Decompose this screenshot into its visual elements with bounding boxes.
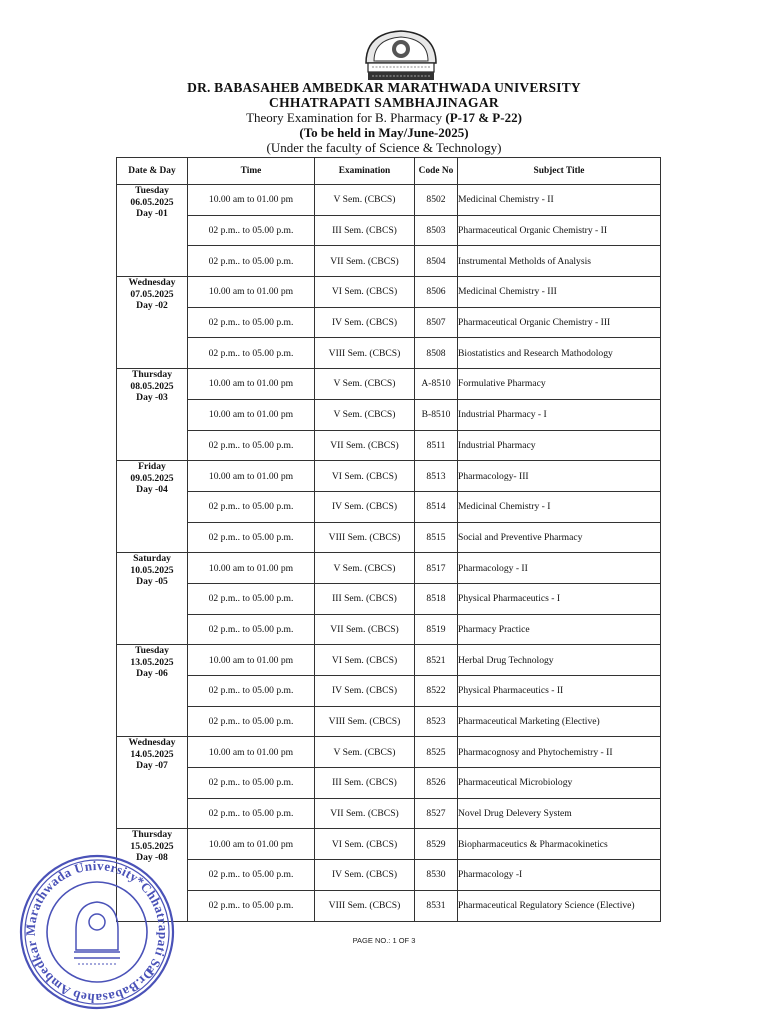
subject-code: 8502 (415, 185, 458, 216)
table-body (117, 185, 661, 922)
day-date: 07.05.2025 (130, 288, 174, 300)
subject-title: Physical Pharmaceutics - II (458, 676, 661, 707)
table-row (117, 522, 661, 553)
exam-time: 02 p.m.. to 05.00 p.m. (188, 522, 315, 553)
table-row (117, 307, 661, 338)
subject-code: 8523 (415, 706, 458, 737)
exam-semester: VIII Sem. (CBCS) (315, 890, 415, 921)
subject-code: 8517 (415, 553, 458, 584)
exam-time: 02 p.m.. to 05.00 p.m. (188, 706, 315, 737)
table-row (117, 798, 661, 829)
col-header-examination: Examination (315, 158, 415, 185)
exam-semester: VIII Sem. (CBCS) (315, 706, 415, 737)
subject-code: 8503 (415, 215, 458, 246)
exam-time: 02 p.m.. to 05.00 p.m. (188, 430, 315, 461)
day-day: Tuesday (135, 185, 169, 196)
exam-title (0, 110, 768, 126)
col-header-date-day: Date & Day (117, 158, 188, 185)
seal-text: Dr.Babasaheb Ambedkar Marathwada University*Chhatrapati Sambhajinagar* (22, 857, 172, 1007)
subject-code: 8526 (415, 768, 458, 799)
subject-code: 8518 (415, 583, 458, 614)
date-day-cell (117, 185, 188, 277)
subject-title: Instrumental Metholds of Analysis (458, 246, 661, 277)
subject-code: B-8510 (415, 399, 458, 430)
exam-time: 02 p.m.. to 05.00 p.m. (188, 338, 315, 369)
subject-title: Pharmaceutical Organic Chemistry - II (458, 215, 661, 246)
subject-code: 8504 (415, 246, 458, 277)
subject-code: 8531 (415, 890, 458, 921)
exam-semester: IV Sem. (CBCS) (315, 860, 415, 891)
subject-code: 8529 (415, 829, 458, 860)
subject-code: 8515 (415, 522, 458, 553)
page-number: PAGE NO.: 1 OF 3 (352, 936, 416, 945)
subject-title: Physical Pharmaceutics - I (458, 583, 661, 614)
table-row (117, 369, 661, 400)
table-row (117, 277, 661, 308)
exam-time: 02 p.m.. to 05.00 p.m. (188, 307, 315, 338)
subject-code: 8506 (415, 277, 458, 308)
exam-semester: III Sem. (CBCS) (315, 215, 415, 246)
day-dayno: Day -01 (136, 208, 168, 219)
subject-title: Formulative Pharmacy (458, 369, 661, 400)
day-day: Saturday (133, 553, 171, 565)
subject-title: Pharmacology - II (458, 553, 661, 584)
day-date: 08.05.2025 (130, 380, 174, 392)
exam-semester: VI Sem. (CBCS) (315, 461, 415, 492)
date-day-cell (117, 461, 188, 553)
exam-semester: IV Sem. (CBCS) (315, 676, 415, 707)
subject-code: 8508 (415, 338, 458, 369)
table-row (117, 706, 661, 737)
subject-title: Biopharmaceutics & Pharmacokinetics (458, 829, 661, 860)
exam-time: 10.00 am to 01.00 pm (188, 399, 315, 430)
day-date: 14.05.2025 (130, 748, 174, 760)
day-dayno: Day -05 (136, 576, 168, 588)
subject-title: Pharmaceutical Organic Chemistry - III (458, 307, 661, 338)
date-day-cell (117, 277, 188, 369)
exam-semester: VII Sem. (CBCS) (315, 614, 415, 645)
subject-title: Novel Drug Delevery System (458, 798, 661, 829)
subject-title: Pharmaceutical Microbiology (458, 768, 661, 799)
exam-semester: VIII Sem. (CBCS) (315, 522, 415, 553)
subject-title: Pharmaceutical Marketing (Elective) (458, 706, 661, 737)
subject-code: 8507 (415, 307, 458, 338)
faculty-line: (Under the faculty of Science & Technology) (266, 140, 502, 155)
exam-time: 02 p.m.. to 05.00 p.m. (188, 215, 315, 246)
exam-time: 02 p.m.. to 05.00 p.m. (188, 246, 315, 277)
subject-code: 8519 (415, 614, 458, 645)
exam-time: 10.00 am to 01.00 pm (188, 185, 315, 216)
university-name: DR. BABASAHEB AMBEDKAR MARATHWADA UNIVERSITY (187, 80, 581, 95)
exam-schedule-table (116, 157, 661, 922)
exam-semester: VII Sem. (CBCS) (315, 430, 415, 461)
exam-time: 02 p.m.. to 05.00 p.m. (188, 614, 315, 645)
subject-code: 8511 (415, 430, 458, 461)
exam-session: (To be held in May/June-2025) (299, 125, 469, 140)
day-date: 09.05.2025 (130, 472, 174, 484)
day-dayno: Day -03 (136, 392, 168, 404)
day-date: 15.05.2025 (130, 840, 174, 852)
table-row (117, 491, 661, 522)
exam-semester: IV Sem. (CBCS) (315, 491, 415, 522)
table-row (117, 614, 661, 645)
table-header-row (117, 158, 661, 185)
table-row (117, 768, 661, 799)
day-dayno: Day -02 (136, 300, 168, 312)
exam-semester: V Sem. (CBCS) (315, 399, 415, 430)
exam-time: 10.00 am to 01.00 pm (188, 645, 315, 676)
subject-title: Biostatistics and Research Mathodology (458, 338, 661, 369)
day-day: Wednesday (128, 737, 176, 749)
day-date: 06.05.2025 (130, 196, 174, 208)
subject-code: 8514 (415, 491, 458, 522)
subject-title: Medicinal Chemistry - III (458, 277, 661, 308)
subject-title: Medicinal Chemistry - I (458, 491, 661, 522)
day-date: 10.05.2025 (130, 564, 174, 576)
exam-semester: V Sem. (CBCS) (315, 185, 415, 216)
subject-title: Herbal Drug Technology (458, 645, 661, 676)
date-day-cell (117, 553, 188, 645)
university-seal-stamp (16, 852, 178, 1012)
subject-code: 8525 (415, 737, 458, 768)
date-day-cell (117, 369, 188, 461)
subject-title: Pharmacy Practice (458, 614, 661, 645)
exam-time: 10.00 am to 01.00 pm (188, 737, 315, 768)
exam-time: 10.00 am to 01.00 pm (188, 369, 315, 400)
table-row (117, 399, 661, 430)
subject-title: Industrial Pharmacy (458, 430, 661, 461)
exam-time: 02 p.m.. to 05.00 p.m. (188, 890, 315, 921)
exam-title-text: Theory Examination for B. Pharmacy (246, 110, 446, 125)
day-day: Thursday (132, 829, 172, 841)
exam-time: 10.00 am to 01.00 pm (188, 277, 315, 308)
day-day: Thursday (132, 369, 172, 381)
exam-time: 10.00 am to 01.00 pm (188, 553, 315, 584)
table-row (117, 737, 661, 768)
exam-time: 10.00 am to 01.00 pm (188, 461, 315, 492)
exam-semester: V Sem. (CBCS) (315, 737, 415, 768)
subject-title: Pharmacology -I (458, 860, 661, 891)
exam-time: 10.00 am to 01.00 pm (188, 829, 315, 860)
col-header-time: Time (188, 158, 315, 185)
table-row (117, 583, 661, 614)
exam-semester: VII Sem. (CBCS) (315, 798, 415, 829)
subject-title: Industrial Pharmacy - I (458, 399, 661, 430)
day-day: Tuesday (135, 645, 169, 657)
subject-title: Medicinal Chemistry - II (458, 185, 661, 216)
table-row (117, 185, 661, 216)
day-day: Friday (138, 461, 166, 473)
exam-semester: III Sem. (CBCS) (315, 768, 415, 799)
svg-text:Dr.Babasaheb Ambedkar Marathwa (16, 852, 178, 1012)
exam-semester: IV Sem. (CBCS) (315, 307, 415, 338)
col-header-subject-title: Subject Title (458, 158, 661, 185)
subject-title: Pharmacology- III (458, 461, 661, 492)
table-row (117, 215, 661, 246)
exam-time: 02 p.m.. to 05.00 p.m. (188, 491, 315, 522)
day-dayno: Day -07 (136, 760, 168, 772)
exam-semester: VI Sem. (CBCS) (315, 645, 415, 676)
university-emblem-logo (362, 27, 440, 83)
subject-code: 8522 (415, 676, 458, 707)
date-day-cell (117, 645, 188, 737)
table-row (117, 676, 661, 707)
exam-time: 02 p.m.. to 05.00 p.m. (188, 860, 315, 891)
exam-semester: V Sem. (CBCS) (315, 553, 415, 584)
table-row (117, 890, 661, 921)
day-dayno: Day -08 (136, 852, 168, 864)
table-row (117, 553, 661, 584)
table-row (117, 829, 661, 860)
table-row (117, 338, 661, 369)
exam-semester: VI Sem. (CBCS) (315, 829, 415, 860)
exam-semester: VII Sem. (CBCS) (315, 246, 415, 277)
table-row (117, 461, 661, 492)
table-row (117, 645, 661, 676)
exam-semester: VIII Sem. (CBCS) (315, 338, 415, 369)
subject-code: 8521 (415, 645, 458, 676)
day-dayno: Day -06 (136, 668, 168, 680)
exam-semester: V Sem. (CBCS) (315, 369, 415, 400)
col-header-code-no: Code No (415, 158, 458, 185)
subject-title: Pharmaceutical Regulatory Science (Elective) (458, 890, 661, 921)
exam-time: 02 p.m.. to 05.00 p.m. (188, 676, 315, 707)
table-row (117, 246, 661, 277)
exam-pattern: (P-17 & P-22) (445, 110, 522, 125)
table-row (117, 430, 661, 461)
subject-code: 8513 (415, 461, 458, 492)
date-day-cell (117, 737, 188, 829)
table-row (117, 860, 661, 891)
exam-time: 02 p.m.. to 05.00 p.m. (188, 583, 315, 614)
subject-code: 8527 (415, 798, 458, 829)
exam-time: 02 p.m.. to 05.00 p.m. (188, 768, 315, 799)
university-city: CHHATRAPATI SAMBHAJINAGAR (269, 95, 499, 110)
subject-title: Pharmacognosy and Phytochemistry - II (458, 737, 661, 768)
day-day: Wednesday (128, 277, 176, 289)
day-dayno: Day -04 (136, 484, 168, 496)
exam-semester: III Sem. (CBCS) (315, 583, 415, 614)
subject-code: A-8510 (415, 369, 458, 400)
subject-code: 8530 (415, 860, 458, 891)
day-date: 13.05.2025 (130, 656, 174, 668)
subject-title: Social and Preventive Pharmacy (458, 522, 661, 553)
exam-semester: VI Sem. (CBCS) (315, 277, 415, 308)
exam-time: 02 p.m.. to 05.00 p.m. (188, 798, 315, 829)
